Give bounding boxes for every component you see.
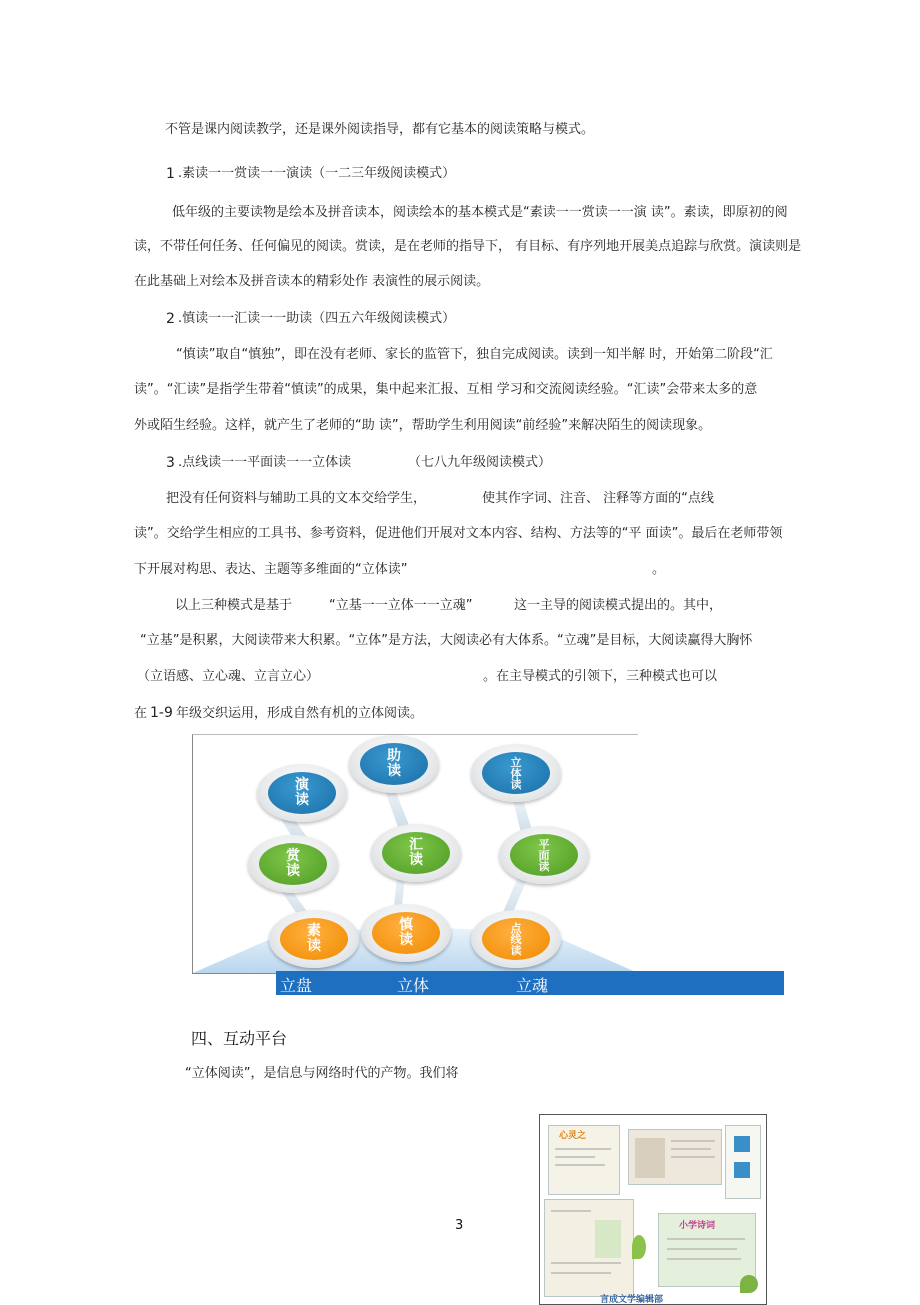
para-4-line-2: “立基”是积累，大阅读带来大积累。“立体”是方法，大阅读必有大体系。“立魂”是目标，大阅读赢得大胸怀	[140, 633, 753, 648]
para-3-line-1b: 使其作字词、注音、 注释等方面的“点线	[482, 491, 714, 506]
node-litidu: 立 体 读	[471, 744, 561, 802]
item-title-3-grade: （七八九年级阅读模式）	[408, 455, 552, 470]
para-4-line-4c: 年级交织运用，形成自然有机的立体阅读。	[176, 706, 424, 721]
reading-model-diagram	[192, 734, 638, 974]
leaf-icon	[740, 1275, 758, 1293]
para-4-line-4b: 1-9	[150, 705, 173, 721]
node-yandu: 演 读	[257, 764, 347, 822]
diagram-base-bar	[276, 971, 784, 995]
para-3-line-3-end: 。	[652, 562, 666, 577]
collage-panel-2	[628, 1129, 722, 1185]
collage-panel-5: 小学诗词	[658, 1213, 756, 1287]
collage-panel-1: 心灵之	[548, 1125, 620, 1195]
para-1-line-1: 低年级的主要读物是绘本及拼音读本，阅读绘本的基本模式是“素读一一赏读一一演 读”。素读，即原初的阅	[172, 205, 788, 220]
collage-panel-4	[544, 1199, 634, 1297]
bar-label-lipan: 立盘	[280, 976, 313, 995]
para-2-line-2: 读”。“汇读”是指学生带着“慎读”的成果，集中起来汇报、互相 学习和交流阅读经验。“汇读”会带来太多的意	[134, 382, 758, 397]
node-huidu: 汇 读	[371, 824, 461, 882]
para-4-line-1a: 以上三种模式是基于	[175, 598, 293, 613]
item-number-3: 3	[166, 455, 175, 471]
para-4-line-3a: （立语感、立心魂、立言立心）	[137, 669, 320, 684]
node-shendu: 慎 读	[361, 904, 451, 962]
collage-panel-3	[725, 1125, 761, 1199]
item-title-2: .慎读一一汇读一一助读（四五六年级阅读模式）	[178, 311, 456, 326]
para-1-line-2: 读，不带任何任务、任何偏见的阅读。赏读，是在老师的指导下， 有目标、有序列地开展美点追踪与欣赏。演读则是	[134, 239, 802, 254]
section-text: “立体阅读”，是信息与网络时代的产物。我们将	[185, 1066, 459, 1081]
para-3-line-1a: 把没有任何资料与辅助工具的文本交给学生，	[166, 491, 427, 506]
para-2-line-3: 外或陌生经验。这样，就产生了老师的“助 读”，帮助学生利用阅读“前经验”来解决陌生的阅读现象。	[134, 418, 712, 433]
para-3-line-3: 下开展对构思、表达、主题等多维面的“立体读”	[134, 562, 408, 577]
para-4-line-3b: 。在主导模式的引领下，三种模式也可以	[483, 669, 718, 684]
bar-label-liti: 立体	[397, 976, 430, 995]
page-number: 3	[455, 1218, 464, 1233]
para-1-line-3: 在此基础上对绘本及拼音读本的精彩处作 表演性的展示阅读。	[134, 274, 490, 289]
item-title-3: .点线读一一平面读一一立体读	[178, 455, 352, 470]
para-2-line-1: “慎读”取自“慎独”，即在没有老师、家长的监管下，独自完成阅读。读到一知半解 时，开始第二阶段“汇	[176, 347, 773, 362]
node-pingmiandu: 平 面 读	[499, 826, 589, 884]
node-dianxiandu: 点 线 读	[471, 910, 561, 968]
para-4-line-1c: 这一主导的阅读模式提出的。其中，	[514, 598, 723, 613]
node-shangdu: 赏 读	[248, 835, 338, 893]
item-number-2: 2	[166, 311, 175, 327]
intro-line: 不管是课内阅读教学，还是课外阅读指导，都有它基本的阅读策略与模式。	[165, 122, 595, 137]
para-3-line-2: 读”。交给学生相应的工具书、参考资料，促进他们开展对文本内容、结构、方法等的“平 面读”。最后在老师带领	[134, 526, 783, 541]
node-zhudu: 助 读	[349, 735, 439, 793]
bar-label-lihun: 立魂	[516, 976, 549, 995]
tree-icon	[632, 1235, 646, 1259]
node-sudu: 素 读	[269, 910, 359, 968]
para-4-line-4a: 在	[134, 706, 148, 721]
section-heading: 四、互动平台	[191, 1029, 288, 1048]
item-number-1: 1	[166, 166, 175, 182]
item-title-1: .素读一一赏读一一演读（一二三年级阅读模式）	[178, 166, 456, 181]
newspaper-collage-image: 心灵之 小学诗词 言成文学编辑部	[539, 1114, 767, 1305]
para-4-line-1b: “立基一一立体一一立魂”	[329, 598, 473, 613]
